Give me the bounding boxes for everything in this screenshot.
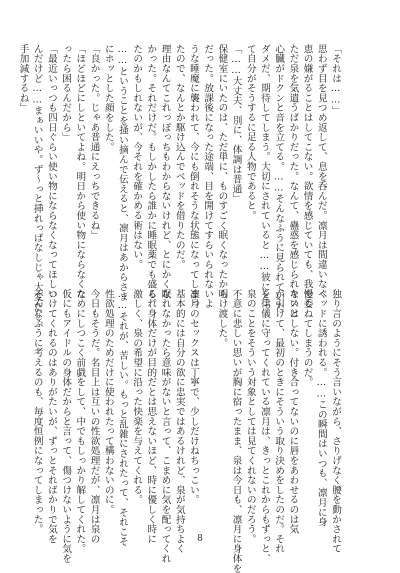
page-number: 8 [197, 534, 203, 544]
vertical-text-column-bottom: 独り言のようにそう言いながら、さりげなく腰を動かされて ベッドに誘われる。……この瞬間はいつも、凛月に身 を委ねてしまうのだ。 キスはしない。付き合ってないのに唇をあわせるのは気 が引けて、最初のときにそういう取り決めをしたのだ。それ を律儀に守ってくれている凛月は、きっとこれからもずっと、 泉のことをそういう対象としては見てくれないのだろう。 不意に悲しい思いが胸に宿ったまま、泉は今日も、凛月に身体を 明け渡した。 凛月のセックスは丁寧で、少しだけねちっこい。 基本的には自分の欲に忠実ではあるけれど、泉が気持ちよく なれなかったら意味がないと言って、こまめに気を配ってくれ る。身体だけが目的だとは思えないほど、時に優しく時に 激しく、泉の希望に沿った快楽を与えてくれる。 ……それが、苦しい。もっと乱雑にされたって、それこそ 性欲処理のためだけに使われたって構わないのに。 今日もそうだ。名目上は互いの性欲処理だが、凛月は泉の ためにしつこく前戯をして、中でもしっかり解してくれた。 仮にもアイドルの身体だからと言って、傷つけないように気を つけてくれるのはありがたいが、ずっとそればかりで気を そんなふうに考えるのも、毎度恒例になってしまった。 [31, 289, 341, 573]
vertical-text-column-top: 「それは……」 思わず目を見つめ返して、息を呑んだ。凛月は間違いなく 恵の嫌がることはしてこない。欲情を感じていても、我慢し ただ泉を気遣うばかりだった。なんて、蠱惑を感じられないと 心臓がドクンと音を立てる。……そんなふうに見られていた ダメだ、期待してしまう。大切にされていると……彼にとっ て自分がそうするに足る人物であると。 「……大丈夫、別に、体調は普通」 保健室にいたのは、ただ単に、ものすごく眠くなったから だった。放課後になった途端、目を開けてすらいられないよ うな睡魔に襲われて、今にも倒れそうな状態になってしまっ たので、なんとか駆け込んでベッドを借りたのだ。 理由なんてこれっぽっちもわからないけれど、とにかく眠 かった。それだけだ。もしかしたら誰かに睡眠薬でも盛られ たのかもしれないが、今それを確かめる術はない。 ……ということを掻い摘んで伝えると、凛月はあからさま にホッとした顔をした。 「良かった。じゃあ普通にえっちできるね」 「ほどほどにしといてよね。明日から使い物にならなくな ったら困るんだから」 「最近いっつも四日ぐらい使い物にならなくなってほしい んだけど……まぁいいや。ず〜っと挿れっぱなしじゃ大変だし、 手加減するね」 [17, 44, 341, 331]
